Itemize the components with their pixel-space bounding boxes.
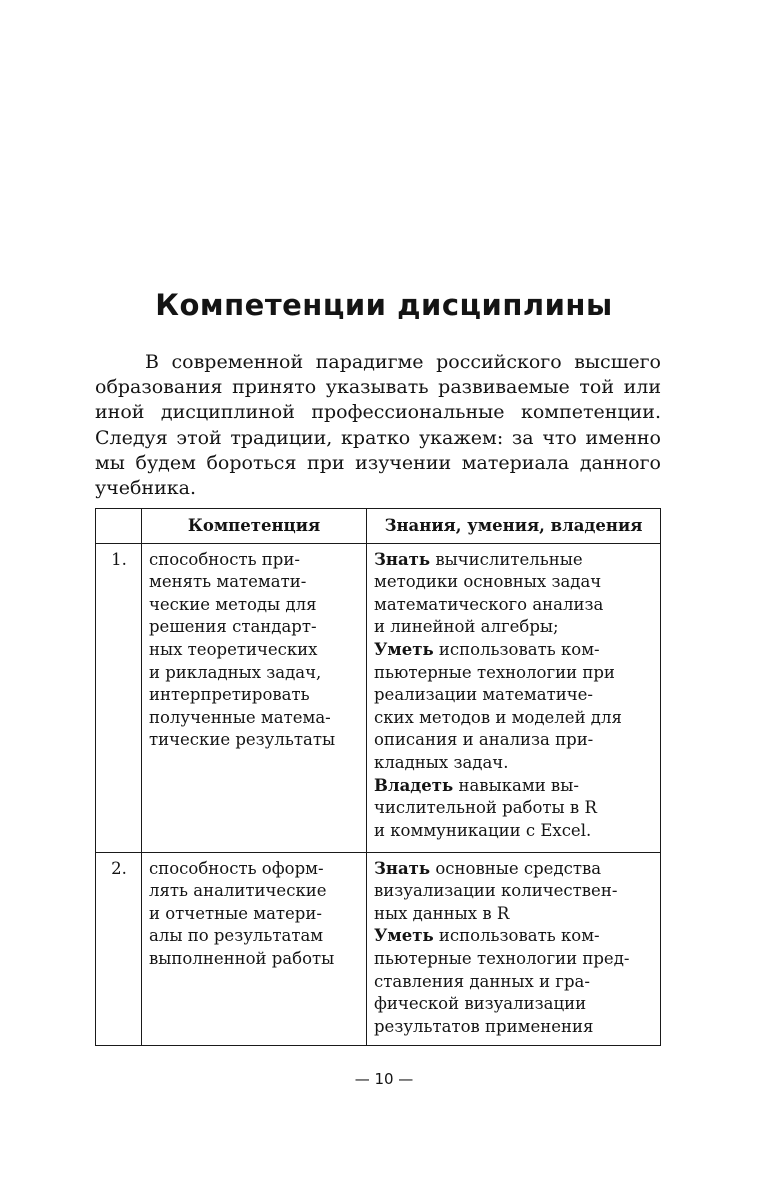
table-row [96, 543, 661, 852]
skill-line: математического анализа [374, 594, 604, 614]
skill-line [374, 549, 654, 572]
text-line: полученные матема- [149, 707, 331, 727]
text-line: способность при- [149, 549, 300, 569]
text-line: способность оформ- [149, 858, 324, 878]
row-number: 1. [96, 543, 142, 852]
text-line: ческие методы для [149, 594, 317, 614]
skill-line: пьютерные технологии при [374, 662, 615, 682]
text-line: лять аналитические [149, 881, 327, 901]
competency-table [95, 508, 661, 1046]
skill-line: визуализации количествен- [374, 881, 618, 901]
row-number: 2. [96, 852, 142, 1045]
header-competency: Компетенция [142, 509, 367, 544]
section-heading: Компетенции дисциплины [155, 288, 613, 322]
skill-line [374, 639, 654, 662]
text-line: алы по результатам [149, 926, 324, 946]
header-number [96, 509, 142, 544]
competency-cell [142, 543, 367, 852]
skill-text: использовать ком- [433, 926, 600, 946]
skill-text: основные средства [430, 858, 602, 878]
skill-line: описания и анализа при- [374, 730, 594, 750]
skill-text: использовать ком- [433, 639, 600, 659]
skill-line: результатов применения [374, 1016, 594, 1036]
skill-line: ных данных в R [374, 903, 510, 923]
text-line: и отчетные матери- [149, 903, 322, 923]
skill-keyword: Владеть [374, 775, 454, 795]
text-line: ных теоретических [149, 639, 318, 659]
skill-line: числительной работы в R [374, 798, 597, 818]
skills-cell [367, 543, 661, 852]
skill-line [374, 775, 654, 798]
intro-paragraph: В современной парадигме российского высшего образования принято указывать развиваемые той или иной дисциплиной профессиональные компетенции. Следуя этой традиции, кратко укажем: за что именно мы будем бороться при изучении материала данного учебника. [95, 351, 661, 500]
header-skills: Знания, умения, владения [367, 509, 661, 544]
competency-cell [142, 852, 367, 1045]
text-line: решения стандарт- [149, 617, 317, 637]
skill-line: ставления данных и гра- [374, 971, 590, 991]
text-line: и рикладных задач, [149, 662, 322, 682]
text-line: интерпретировать [149, 685, 310, 705]
text-line: тические результаты [149, 730, 336, 750]
text-line: выполненной работы [149, 948, 335, 968]
skill-line [374, 925, 654, 948]
skill-line: реализации математиче- [374, 685, 593, 705]
table-header-row [96, 509, 661, 544]
text-line: менять математи- [149, 572, 307, 592]
skill-line: и линейной алгебры; [374, 617, 559, 637]
page-number: — 10 — [354, 1070, 414, 1088]
skill-line: ских методов и моделей для [374, 707, 622, 727]
skill-line: методики основных задач [374, 572, 602, 592]
skill-keyword: Знать [374, 549, 431, 569]
table-row [96, 852, 661, 1045]
skill-line: кладных задач. [374, 752, 509, 772]
skill-keyword: Уметь [374, 639, 434, 659]
skill-text: навыками вы- [453, 775, 579, 795]
skill-line [374, 858, 654, 881]
skill-line: и коммуникации с Excel. [374, 820, 592, 840]
skill-keyword: Знать [374, 858, 431, 878]
skill-text: вычислительные [430, 549, 583, 569]
skill-line: пьютерные технологии пред- [374, 948, 630, 968]
skills-cell [367, 852, 661, 1045]
skill-keyword: Уметь [374, 926, 434, 946]
skill-line: фической визуализации [374, 994, 587, 1014]
